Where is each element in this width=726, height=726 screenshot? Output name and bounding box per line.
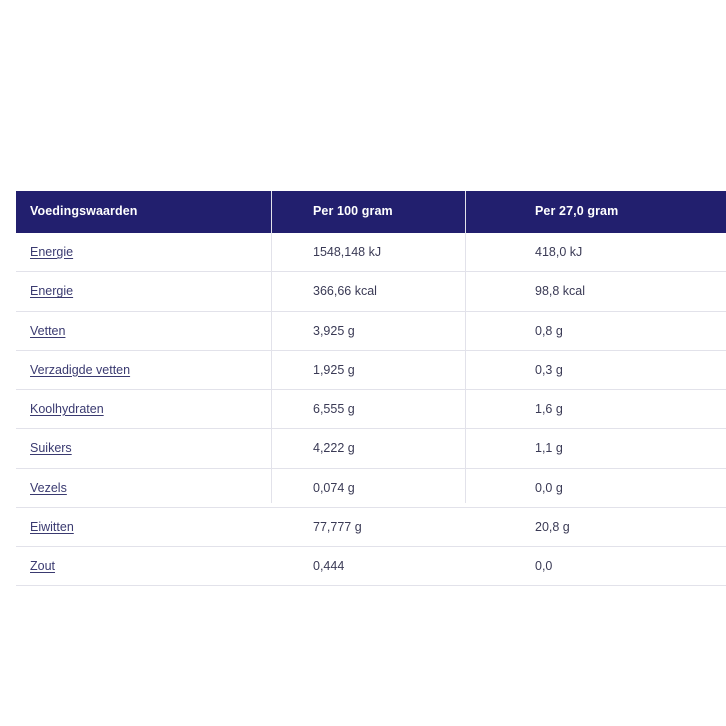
column-divider-right [465, 191, 466, 503]
nutrient-link[interactable]: Koolhydraten [30, 402, 104, 416]
table-cell-per-100-gram: 3,925 g [299, 311, 521, 350]
table-row [16, 272, 726, 311]
table-row [16, 429, 726, 468]
table-cell-per-serving: 0,8 g [521, 311, 726, 350]
table-cell-nutrient [16, 350, 299, 389]
table-row [16, 311, 726, 350]
column-header-nutrient: Voedingswaarden [16, 191, 299, 233]
column-divider-left [271, 191, 272, 503]
table-cell-per-100-gram: 6,555 g [299, 390, 521, 429]
nutrient-link[interactable]: Suikers [30, 441, 72, 456]
table-cell-per-100-gram: 366,66 kcal [299, 272, 521, 311]
table-cell-per-serving: 418,0 kJ [521, 233, 726, 272]
table-header-row [16, 191, 726, 233]
table-cell-nutrient [16, 311, 299, 350]
table-cell-per-100-gram: 0,444 [299, 547, 521, 586]
nutrient-link[interactable]: Verzadigde vetten [30, 362, 131, 377]
nutrient-link[interactable]: Energie [30, 245, 74, 259]
nutrition-table-container [16, 191, 710, 586]
table-cell-per-serving: 0,3 g [521, 350, 726, 389]
table-cell-per-serving: 1,6 g [521, 390, 726, 429]
nutrient-link[interactable]: Vezels [30, 480, 67, 495]
table-cell-nutrient [16, 272, 299, 311]
nutrient-link[interactable]: Vetten [30, 323, 66, 338]
table-body [16, 233, 726, 586]
table-cell-nutrient [16, 233, 299, 272]
table-cell-per-serving: 0,0 [521, 547, 726, 586]
table-cell-per-serving: 20,8 g [521, 507, 726, 546]
table-row [16, 233, 726, 272]
table-cell-nutrient [16, 547, 299, 586]
table-cell-nutrient [16, 468, 299, 507]
table-cell-per-100-gram: 4,222 g [299, 429, 521, 468]
table-cell-per-serving: 98,8 kcal [521, 272, 726, 311]
nutrient-link[interactable]: Energie [30, 284, 74, 299]
table-cell-per-100-gram: 0,074 g [299, 468, 521, 507]
table-row [16, 547, 726, 586]
column-header-per-serving: Per 27,0 gram [521, 191, 726, 233]
table-cell-per-100-gram: 1,925 g [299, 350, 521, 389]
table-header [16, 191, 726, 233]
table-row [16, 390, 726, 429]
table-row [16, 468, 726, 507]
table-cell-nutrient [16, 390, 299, 429]
table-cell-per-100-gram: 77,777 g [299, 507, 521, 546]
column-header-per-100-gram: Per 100 gram [299, 191, 521, 233]
table-row [16, 507, 726, 546]
table-cell-per-serving: 1,1 g [521, 429, 726, 468]
table-cell-nutrient [16, 507, 299, 546]
nutrient-link[interactable]: Eiwitten [30, 519, 74, 534]
table-cell-per-serving: 0,0 g [521, 468, 726, 507]
table-cell-nutrient [16, 429, 299, 468]
table-row [16, 350, 726, 389]
table-cell-per-100-gram: 1548,148 kJ [299, 233, 521, 272]
nutrient-link[interactable]: Zout [30, 559, 56, 573]
nutrition-table [16, 191, 726, 586]
